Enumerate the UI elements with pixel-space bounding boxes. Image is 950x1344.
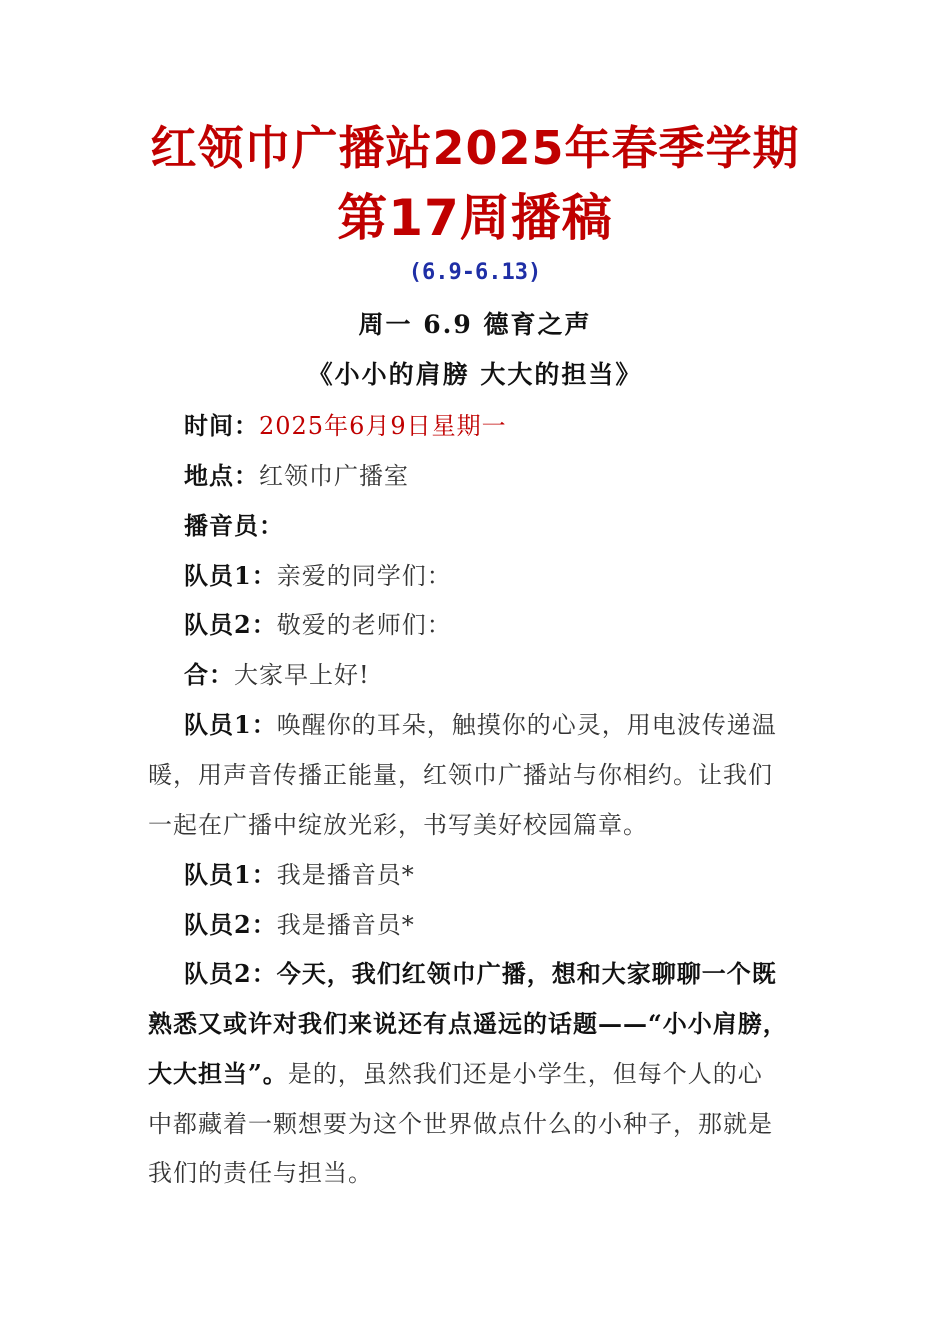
paragraph-line: 一起在广播中绽放光彩，书写美好校园篇章。 [148, 811, 648, 839]
place-line [184, 451, 808, 501]
script-line [184, 551, 808, 601]
script-line [184, 600, 808, 650]
speaker-label: 队员2： [184, 610, 277, 639]
speaker-label: 队员1： [184, 710, 277, 739]
script-text: 唤醒你的耳朵，触摸你的心灵，用电波传递温 [276, 711, 777, 739]
speaker-label: 队员2： [184, 910, 277, 939]
document-title-line1: 红领巾广播站2025年春季学期 [150, 121, 800, 175]
time-value: 2025年6月9日星期一 [259, 412, 507, 440]
script-line [184, 650, 808, 700]
paragraph-line [184, 700, 808, 750]
paragraph-line [184, 949, 808, 999]
script-text-bold: 大大担当”。 [148, 1059, 288, 1088]
speaker-label: 队员2： [184, 959, 277, 988]
paragraph-line: 暖，用声音传播正能量，红领巾广播站与你相约。让我们 [148, 761, 773, 789]
paragraph-line: 中都藏着一颗想要为这个世界做点什么的小种子，那就是 [148, 1110, 773, 1138]
script-text: 敬爱的老师们： [276, 611, 452, 639]
announcer-label: 播音员： [184, 511, 284, 540]
script-text: 是的，虽然我们还是小学生，但每个人的心 [287, 1060, 763, 1088]
place-value: 红领巾广播室 [259, 462, 409, 490]
speaker-label: 合： [184, 660, 234, 689]
document-title-line2: 第17周播稿 [337, 189, 613, 247]
time-line [184, 401, 808, 451]
script-text: 今天，我们红领巾广播，想和大家聊聊一个既 [276, 959, 777, 988]
paragraph-line: 熟悉又或许对我们来说还有点遥远的话题——“小小肩膀， [148, 1009, 788, 1038]
day-heading: 周一 6.9 德育之声 [358, 310, 592, 339]
speaker-label: 队员1： [184, 561, 277, 590]
program-title: 《小小的肩膀 大大的担当》 [307, 360, 643, 389]
time-label: 时间： [184, 411, 259, 440]
script-line [184, 900, 808, 950]
script-line [184, 850, 808, 900]
script-text: 大家早上好! [234, 661, 370, 689]
paragraph-line [148, 1049, 808, 1099]
speaker-label: 队员1： [184, 860, 277, 889]
script-text: 我是播音员* [276, 911, 415, 939]
script-text: 我是播音员* [276, 861, 415, 889]
place-label: 地点： [184, 461, 259, 490]
announcer-line [184, 501, 808, 551]
date-range: (6.9-6.13) [408, 260, 542, 285]
paragraph-line: 我们的责任与担当。 [148, 1159, 373, 1187]
script-text: 亲爱的同学们： [276, 562, 452, 590]
